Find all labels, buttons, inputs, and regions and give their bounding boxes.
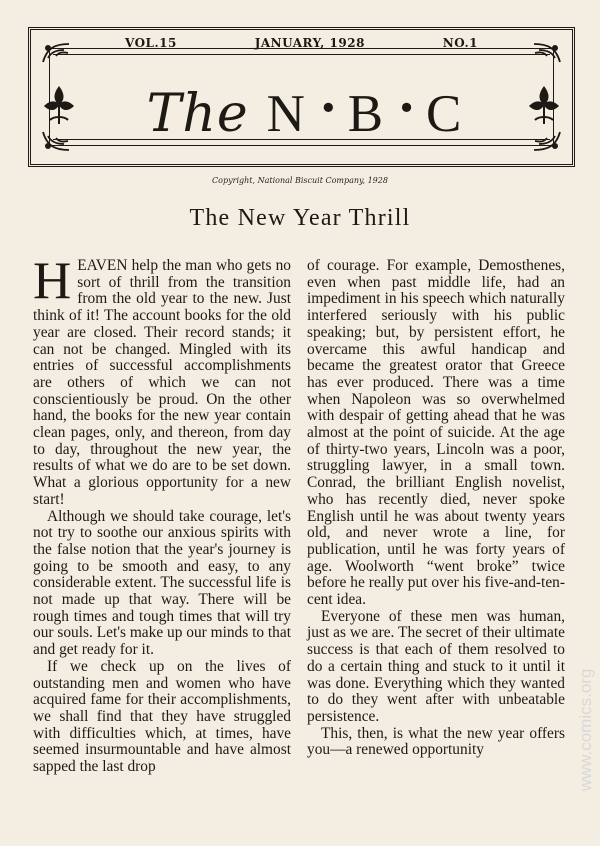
opening-paragraph-text: EAVEN help the man who gets no sort of thrill from the transition from the old year to the new. Just think of it! The account books for the old year are closed. Their record stands; it can not be changed. Mingled with its entries of successful accomplishments are others of which we can not conscientiously be proud. On the other hand, the books for the new year contain clean pages, only, and thereon, from day to day, throughout the new year, the results of what we do are to be set down. What a glorious opportunity for a new start! — [33, 257, 291, 508]
right-bottom-ornament-icon — [528, 126, 564, 156]
article-paragraph: This, then, is what the new year offers you—a renewed opportunity — [307, 724, 565, 759]
title-letter-b: B — [347, 85, 388, 143]
article-paragraph: Everyone of these men was human, just as we are. The secret of their ultimate success is that each of them resolved to do a certain thing and stuck to it until it was done. Everything which they wanted to do they went after with unbeatable persistence. — [307, 607, 565, 725]
article-headline: The New Year Thrill — [189, 205, 411, 231]
right-article-column — [307, 258, 565, 759]
title-dot-icon: • — [397, 89, 416, 127]
drop-cap: H — [33, 252, 72, 310]
right-fleur-ornament-icon — [523, 82, 565, 128]
copyright-line: Copyright, National Biscuit Company, 1928 — [212, 176, 388, 185]
issue-date: JANUARY, 1928 — [254, 36, 365, 50]
masthead — [28, 27, 575, 167]
left-article-column — [33, 252, 291, 776]
volume-label: VOL.15 — [125, 36, 177, 50]
article-paragraph: of courage. For example, Demosthenes, even when past middle life, had an impediment in his speech which naturally interfered seriously with his public speaking; but, by persistent effort, he overcame this awful handicap and became the greatest orator that Greece has ever produced. There was a time when Napoleon was so overwhelmed with despair of getting ahead that he was almost at the point of suicide. At the age of thirty-two years, Lincoln was a poor, struggling lawyer, in a small town. Conrad, the brilliant English novelist, who has recently died, never spoke English until he was about twenty years old, and never wrote a line, for publication, until he was forty years of age. Woolworth “went broke” twice before he really put over his five-and-ten-cent idea. — [307, 257, 565, 609]
left-bottom-ornament-icon — [39, 126, 75, 156]
title-letter-n: N — [266, 85, 309, 143]
article-paragraph: If we check up on the lives of outstanding men and women who have acquired fame for their accomplishments, we shall find that they have struggled with difficulties which, at times, have seemed insurmountable and have almost sapped the last drop — [33, 657, 291, 776]
title-script-word: The — [146, 84, 249, 144]
masthead-meta-row — [119, 34, 484, 52]
right-top-ornament-icon — [528, 38, 564, 68]
article-paragraph: Although we should take courage, let's not try to soothe our anxious spirits with the false notion that the year's journey is going to be smooth and easy, to any considerable extent. The successful life is not made up that way. There will be rough times and tough times that will try our souls. Let's make up our minds to that and get ready for it. — [33, 507, 291, 659]
title-letter-c: C — [425, 85, 466, 143]
left-fleur-ornament-icon — [38, 82, 80, 128]
nbc-title — [111, 72, 501, 156]
site-watermark: www.comics.org — [576, 668, 595, 792]
title-dot-icon: • — [318, 89, 338, 127]
article-paragraph — [33, 252, 291, 509]
left-top-ornament-icon — [39, 38, 75, 68]
issue-number: NO.1 — [442, 36, 478, 50]
